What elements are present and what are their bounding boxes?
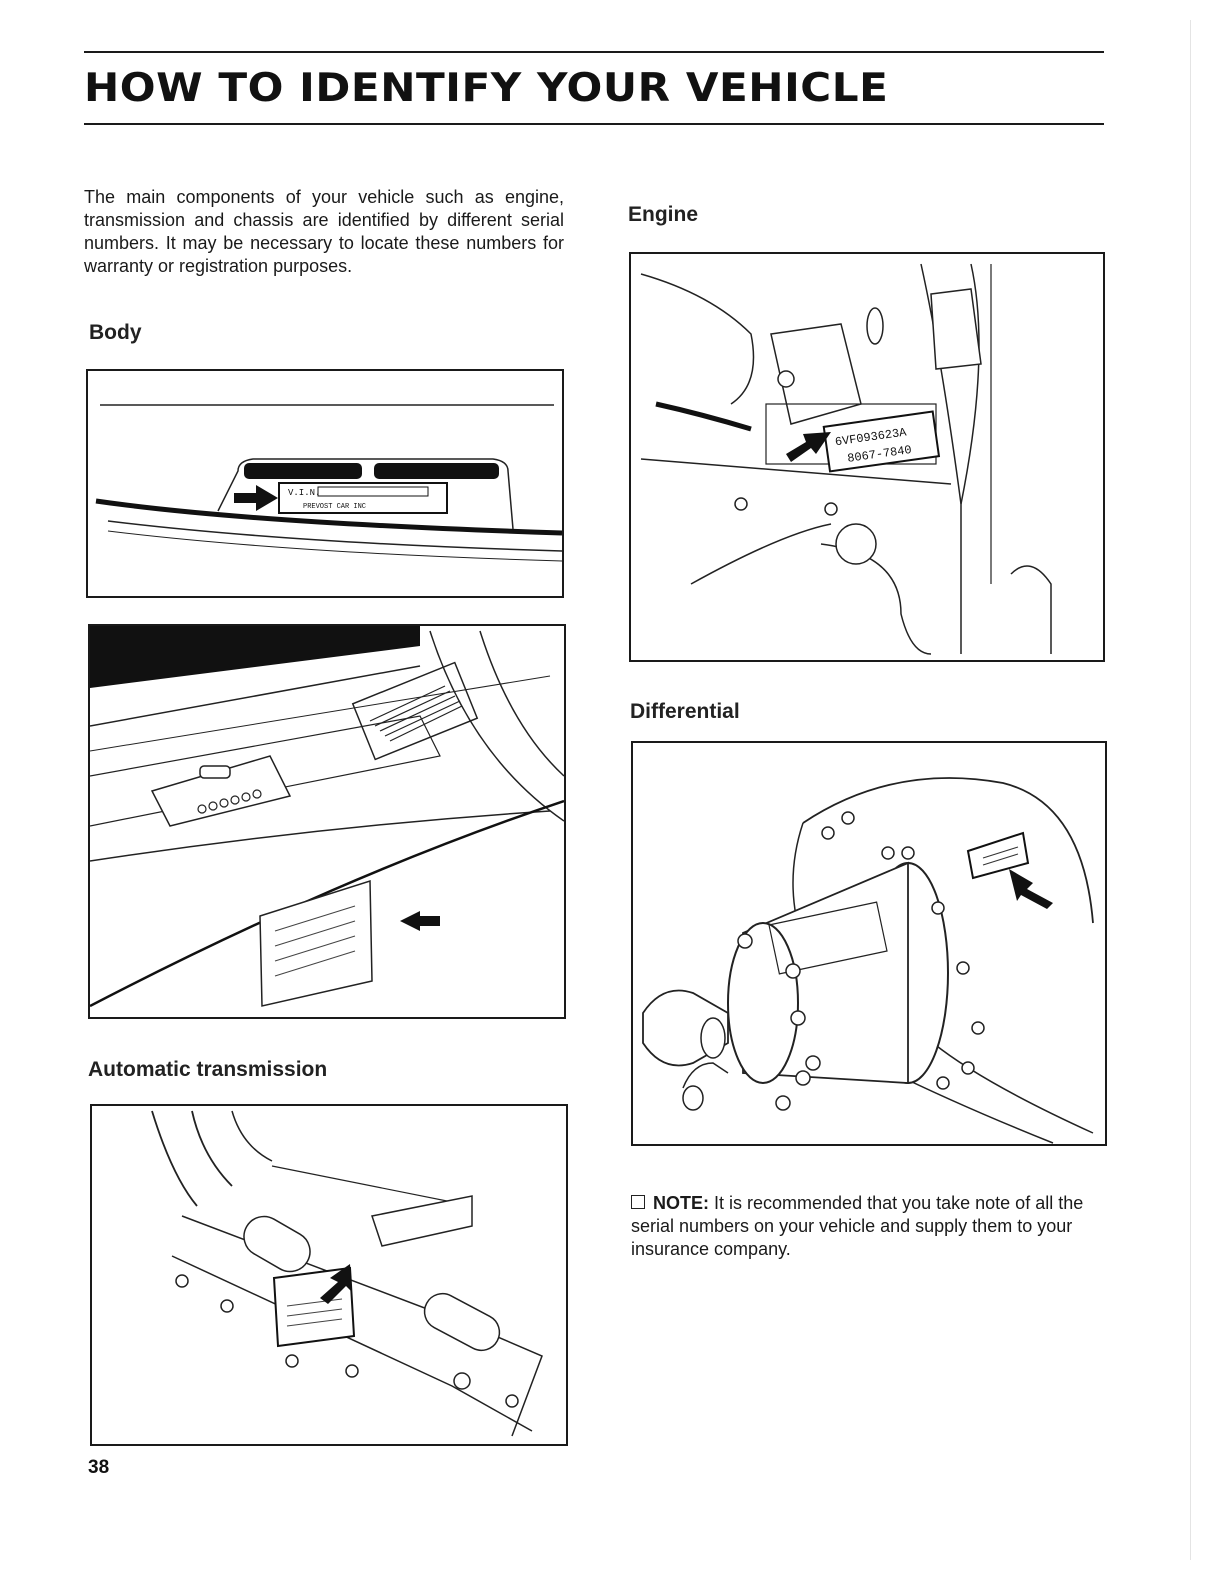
- engine-drawing: [631, 254, 1103, 660]
- transmission-plate-illustration: [90, 1104, 568, 1446]
- page-edge: [1190, 20, 1191, 1560]
- transmission-heading: Automatic transmission: [88, 1058, 328, 1081]
- body-vin-plate-drawing: [88, 371, 562, 596]
- body-step-plate-drawing: [90, 626, 564, 1017]
- page-title: HOW TO IDENTIFY YOUR VEHICLE: [84, 66, 889, 111]
- arrow-icon: [786, 432, 831, 462]
- note-checkbox-icon: [631, 1195, 645, 1209]
- top-rule: [84, 51, 1104, 53]
- engine-model-text: 8067-7840: [846, 442, 913, 466]
- body-vin-plate-illustration: [86, 369, 564, 598]
- engine-serial-text: 6VF093623A: [834, 425, 908, 450]
- arrow-icon: [400, 911, 440, 931]
- vin-plate-maker: PREVOST CAR INC: [303, 503, 367, 511]
- differential-plate-illustration: [631, 741, 1107, 1146]
- arrow-icon: [234, 485, 278, 511]
- body-heading: Body: [89, 321, 142, 344]
- differential-heading: Differential: [630, 700, 740, 723]
- engine-plate-illustration: [629, 252, 1105, 662]
- engine-heading: Engine: [628, 203, 699, 226]
- note-text: It is recommended that you take note of all the serial numbers on your vehicle and supply them to your insurance company.: [631, 1193, 1084, 1259]
- differential-drawing: [633, 743, 1105, 1144]
- body-step-plate-illustration: [88, 624, 566, 1019]
- vin-plate-text: V.I.N.: [288, 488, 321, 498]
- note-paragraph: [631, 1192, 1119, 1261]
- title-underline: [84, 123, 1104, 125]
- page-number: 38: [88, 1457, 110, 1478]
- transmission-drawing: [92, 1106, 566, 1444]
- arrow-icon: [1009, 869, 1053, 909]
- note-label: NOTE:: [653, 1193, 709, 1213]
- intro-paragraph: The main components of your vehicle such as engine, transmission and chassis are identified by different serial numbers. It may be necessary to locate these numbers for warranty or registration purposes.: [84, 187, 564, 276]
